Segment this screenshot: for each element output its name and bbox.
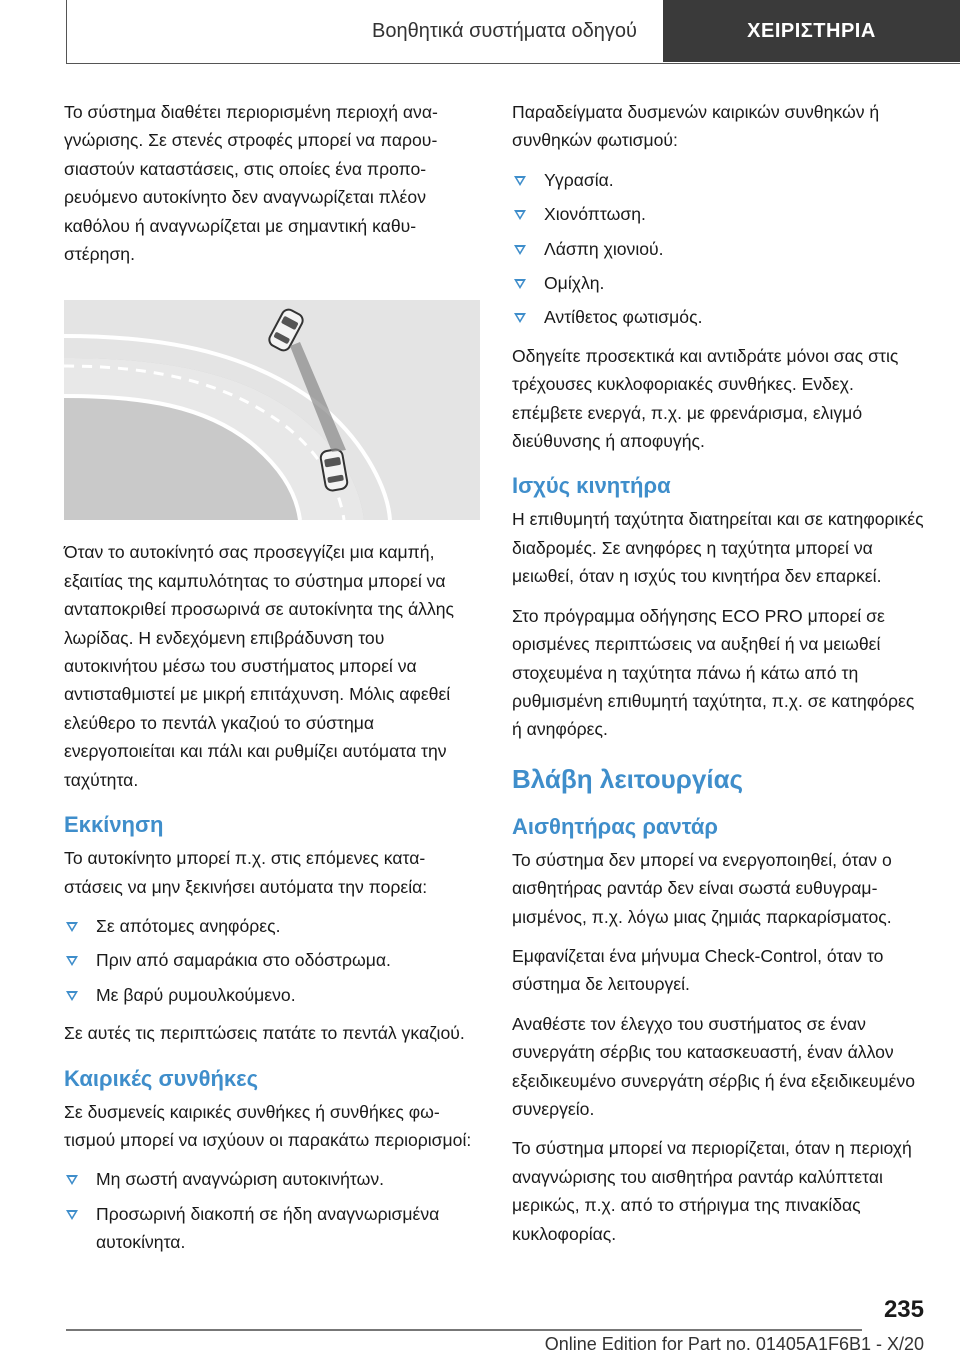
heading-weather: Καιρικές συνθήκες bbox=[64, 1065, 259, 1091]
list-item: Χιονόπτωση. bbox=[512, 200, 926, 228]
footer-edition: Online Edition for Part no. 01405A1F6B1 - X/20 bbox=[544, 1334, 924, 1354]
page-number: 235 bbox=[883, 1296, 924, 1323]
section-title: Βοηθητικά συστήματα οδηγού bbox=[372, 20, 637, 42]
paragraph: Εμφανίζεται ένα μήνυμα Check-Control, όταν το σύστημα δε λειτουργεί. bbox=[512, 945, 884, 995]
paragraph: Στο πρόγραμμα οδήγησης ECO PRO μπορεί σε ορισμένες περιπτώσεις να αυξηθεί ή να μειωθεί στοχευμένα η ταχύτητα πάνω ή κάτω από τη ρυθμισμένη επιθυμητή ταχύτητα, π.χ. σε κατηφόρες ή ανηφόρες. bbox=[512, 605, 915, 740]
triangle-bullet-icon bbox=[514, 176, 526, 186]
chapter-tab: ΧΕΙΡΙΣΤΗΡΙΑ bbox=[663, 0, 960, 62]
list-weather-examples bbox=[512, 166, 926, 332]
triangle-bullet-icon bbox=[514, 279, 526, 289]
left-column bbox=[64, 98, 478, 1267]
list-item: Αντίθετος φωτισμός. bbox=[512, 303, 926, 331]
heading-radar-sensor: Αισθητήρας ραντάρ bbox=[512, 813, 719, 839]
list-start-conditions bbox=[64, 912, 478, 1009]
right-column bbox=[512, 98, 926, 1259]
list-item: Πριν από σαμαράκια στο οδόστρωμα. bbox=[64, 946, 478, 974]
heading-engine-power: Ισχύς κινητήρα bbox=[512, 473, 671, 499]
triangle-bullet-icon bbox=[66, 1210, 78, 1220]
list-weather-limits bbox=[64, 1165, 478, 1256]
list-item: Προσωρινή διακοπή σε ήδη αναγνωρισμένα αυτοκίνητα. bbox=[64, 1200, 478, 1257]
page-header bbox=[66, 0, 960, 64]
triangle-bullet-icon bbox=[66, 1175, 78, 1185]
triangle-bullet-icon bbox=[514, 210, 526, 220]
list-item: Σε απότομες ανηφόρες. bbox=[64, 912, 478, 940]
paragraph: Παραδείγματα δυσμενών καιρικών συνθηκών ή συνθηκών φωτισμού: bbox=[512, 102, 880, 151]
paragraph: Το αυτοκίνητο μπορεί π.χ. στις επόμενες καταστάσεις να μην ξεκινήσει αυτόματα την πορεία: bbox=[64, 848, 428, 897]
triangle-bullet-icon bbox=[66, 991, 78, 1001]
paragraph: Σε αυτές τις περιπτώσεις πατάτε το πεντάλ γκαζιού. bbox=[64, 1023, 465, 1044]
paragraph: Το σύστημα μπορεί να περιορίζεται, όταν η περιοχή αναγνώρισης του αισθητήρα ραντάρ καλύπτεται μερικώς, π.χ. από το στήριγμα της πινακίδας κυκλοφορίας. bbox=[512, 1138, 912, 1244]
list-item: Λάσπη χιονιού. bbox=[512, 235, 926, 263]
curve-illustration bbox=[64, 300, 480, 520]
paragraph: Αναθέστε τον έλεγχο του συστήματος σε έναν συνεργάτη σέρβις του κατασκευαστή, έναν άλλον εξειδικευμένο συνεργάτη σέρβις ή ένα εξειδικευμένο συνεργείο. bbox=[512, 1013, 916, 1119]
list-item: Μη σωστή αναγνώριση αυτοκινήτων. bbox=[64, 1165, 478, 1193]
heading-malfunction: Βλάβη λειτουργίας bbox=[512, 763, 744, 794]
triangle-bullet-icon bbox=[66, 922, 78, 932]
paragraph: Η επιθυμητή ταχύτητα διατηρείται και σε κατηφορικές διαδρομές. Σε ανηφόρες η ταχύτητα μπορεί να μειωθεί, όταν η ισχύς του κινητήρα δεν επαρκεί. bbox=[512, 509, 924, 587]
triangle-bullet-icon bbox=[514, 245, 526, 255]
list-item: Υγρασία. bbox=[512, 166, 926, 194]
list-item: Με βαρύ ρυμουλκούμενο. bbox=[64, 981, 478, 1009]
list-item: Ομίχλη. bbox=[512, 269, 926, 297]
heading-start: Εκκίνηση bbox=[64, 812, 164, 838]
triangle-bullet-icon bbox=[66, 956, 78, 966]
paragraph: Το σύστημα διαθέτει περιορισμένη περιοχή αναγνώρισης. Σε στενές στροφές μπορεί να παρουσιαστούν καταστάσεις, στις οποίες ένα προπορευόμενο αυτοκίνητο δεν αναγνωρίζεται πλέον καθόλου ή αναγνωρίζεται με σημαντική καθυστέρηση. bbox=[64, 102, 438, 265]
paragraph: Σε δυσμενείς καιρικές συνθήκες ή συνθήκες φωτισμού μπορεί να ισχύουν οι παρακάτω περιορισμοί: bbox=[64, 1101, 472, 1150]
triangle-bullet-icon bbox=[514, 313, 526, 323]
paragraph: Όταν το αυτοκίνητό σας προσεγγίζει μια καμπή, εξαιτίας της καμπυλότητας το σύστημα μπορεί να ανταποκριθεί προσωρινά σε αυτοκίνητα της άλλης λωρίδας. Η ενδεχόμενη επιβράδυνση του αυτοκινήτου μέσω του συστήματος μπορεί να αντισταθμιστεί με μικρή επιτάχυνση. Μόλις αφεθεί ελεύθερο το πεντάλ γκαζιού το σύστημα ενεργοποιείται και πάλι και ρυθμίζει αυτόματα την ταχύτητα. bbox=[64, 542, 455, 790]
paragraph: Το σύστημα δεν μπορεί να ενεργοποιηθεί, όταν ο αισθητήρας ραντάρ δεν είναι σωστά ευθυγραμμισμένος, π.χ. λόγω μιας ζημιάς παρκαρίσματος. bbox=[512, 849, 892, 927]
paragraph: Οδηγείτε προσεκτικά και αντιδράτε μόνοι σας στις τρέχουσες κυκλοφοριακές συνθήκες. Ενδεχ. επέμβετε ενεργά, π.χ. με φρενάρισμα, ελιγμό διεύθυνσης ή αποφυγής. bbox=[512, 345, 899, 452]
footer-divider bbox=[66, 1329, 862, 1331]
